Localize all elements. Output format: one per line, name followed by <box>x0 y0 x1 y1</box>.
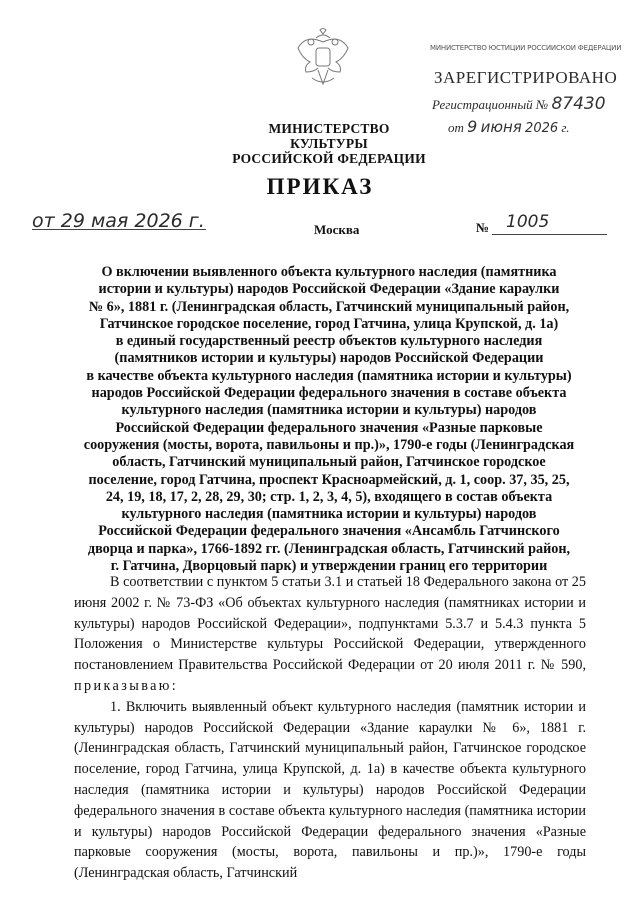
order-number-value: 1005 <box>506 212 550 232</box>
order-date-handwritten: от 29 мая 2026 г. <box>32 210 205 232</box>
heading-line: Российской Федерации федерального значения «Разные парковые <box>115 419 543 436</box>
heading-line: в качестве объекта культурного наследия (памятника истории и культуры) <box>86 367 572 384</box>
stamp-date-prefix: от <box>448 120 464 135</box>
heading-line: сооружения (мосты, ворота, павильоны и пр.)», 1790-е годы (Ленинградская <box>83 436 575 453</box>
heading-line: Российской Федерации федерального значения «Ансамбль Гатчинского <box>98 523 560 540</box>
document-title: ПРИКАЗ <box>266 174 374 199</box>
stamp-reg-number: 87430 <box>551 94 606 114</box>
heading-line: 24, 19, 18, 17, 2, 28, 29, 30; стр. 1, 2, 3, 4, 5), входящего в состав объекта <box>105 488 553 505</box>
heading-line: дворца и парка», 1766-1892 гг. (Ленинградская область, Гатчинский район, <box>87 540 571 557</box>
heading-line: поселение, город Гатчина, проспект Красноармейский, д. 1, соор. 37, 35, 25, <box>88 471 570 488</box>
ministry-name <box>229 121 429 166</box>
registration-stamp <box>428 44 626 139</box>
stamp-date-year: 2026 <box>525 121 559 136</box>
heading-line: г. Гатчина, Дворцовый парк) и утверждении границ его территории <box>110 558 548 575</box>
russian-coat-of-arms-icon <box>296 28 350 88</box>
order-city: Москва <box>314 222 360 237</box>
stamp-date-month: июня <box>480 118 522 136</box>
heading-line: истории и культуры) народов Российской Федерации «Здание караулки <box>98 281 560 298</box>
stamp-registered-label: ЗАРЕГИСТРИРОВАНО <box>434 68 618 87</box>
heading-line: (памятников истории и культуры) народов Российской Федерации <box>114 350 544 367</box>
order-heading <box>74 264 584 575</box>
heading-line: в единый государственный реестр объектов культурного наследия <box>115 333 543 350</box>
heading-line: культурного наследия (памятника истории и культуры) народов <box>121 402 537 419</box>
heading-line: № 6», 1881 г. (Ленинградская область, Гатчинский муниципальный район, <box>88 298 570 315</box>
stamp-reg-label: Регистрационный № <box>432 97 549 112</box>
stamp-date-day: 9 <box>467 117 478 136</box>
ministry-line-2: РОССИЙСКОЙ ФЕДЕРАЦИИ <box>232 151 426 166</box>
order-word: приказываю: <box>74 677 179 694</box>
stamp-ministry-justice: МИНИСТЕРСТВО ЮСТИЦИИ РОССИЙСКОЙ ФЕДЕРАЦИИ <box>430 44 622 52</box>
stamp-reg-number-line <box>432 94 606 114</box>
number-underline <box>492 234 607 235</box>
heading-line: О включении выявленного объекта культурного наследия (памятника <box>101 264 557 280</box>
order-date <box>32 210 205 232</box>
heading-line: Гатчинское городское поселение, город Гатчина, улица Крупской, д. 1а) <box>99 315 559 332</box>
order-number-label: № <box>476 220 490 235</box>
heading-line: культурного наследия (памятника истории и культуры) народов <box>121 506 537 523</box>
heading-line: область, Гатчинский муниципальный район, Гатчинское городское <box>112 454 546 471</box>
body-paragraph-preamble <box>74 572 586 697</box>
stamp-date-line <box>448 117 570 136</box>
preamble-text: В соответствии с пунктом 5 статьи 3.1 и статьей 18 Федерального закона от 25 июня 2002 г. № 73-ФЗ «Об объектах культурного наследия (памятниках истории и культуры) народов Российской Федерации», подпунктами 5.3.7 и 5.4.3 пункта 5 Положения о Министерстве культуры Российской Федерации, утвержденного постановлением Правительства Российской Федерации от 20 июля 2011 г. № 590, <box>74 574 586 674</box>
stamp-date-suffix: г. <box>561 120 570 135</box>
body-paragraph-item-1: 1. Включить выявленный объект культурного наследия (памятник истории и культуры) народов Российской Федерации «Здание караулки № 6», 1881 г. (Ленинградская область, Гатчинский муниципальный район, Гатчинское городское поселение, город Гатчина, улица Крупской, д. 1а) в качестве объекта культурного наследия (памятника истории и культуры) народов Российской Федерации федерального значения в составе объекта культурного наследия (памятника истории и культуры) народов Российской Федерации федерального значения «Разные парковые сооружения (мосты, ворота, павильоны и пр.)», 1790-е годы (Ленинградская область, Гатчинский <box>74 698 586 882</box>
date-underline <box>32 229 206 230</box>
ministry-line-1: МИНИСТЕРСТВО КУЛЬТУРЫ <box>268 121 390 151</box>
heading-line: народов Российской Федерации федерального значения в составе объекта <box>91 385 567 402</box>
order-body <box>74 572 586 884</box>
